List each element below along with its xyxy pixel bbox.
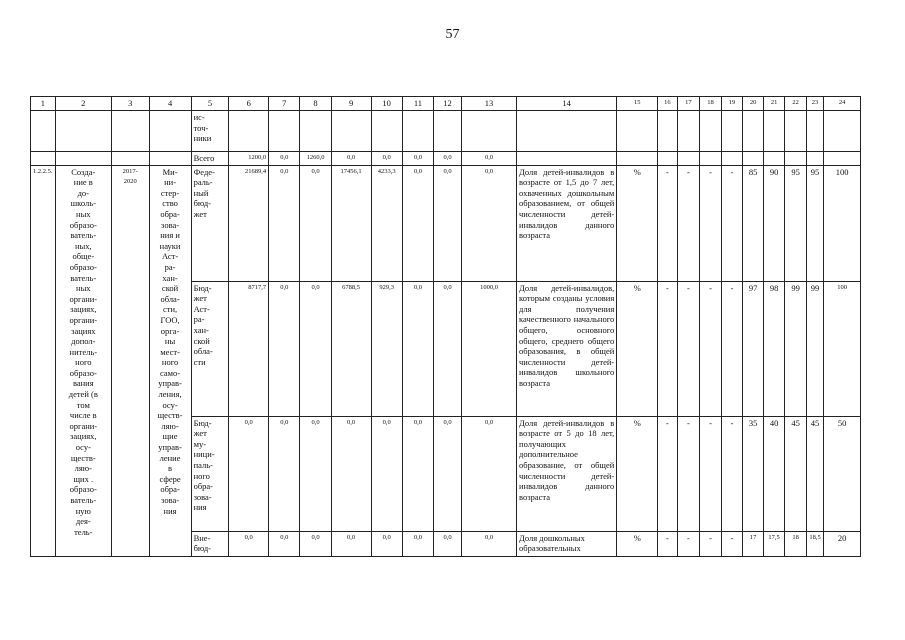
sources-header-row <box>31 111 861 152</box>
unit-cell: % <box>617 416 658 531</box>
col-number: 6 <box>229 97 269 111</box>
sources-label: ис- точ- ники <box>191 111 229 152</box>
amount-cell: 6788,5 <box>331 281 371 416</box>
column-number-row <box>31 97 861 111</box>
col-number: 9 <box>331 97 371 111</box>
amount-cell: 0,0 <box>462 165 517 281</box>
amount-cell: 0,0 <box>269 416 300 531</box>
col-number: 4 <box>149 97 191 111</box>
target-cell: 90 <box>763 165 785 281</box>
col-number: 1 <box>31 97 56 111</box>
target-cell: 50 <box>824 416 861 531</box>
total-value: 0,0 <box>434 152 462 166</box>
page-number: 57 <box>445 27 460 42</box>
target-cell: 100 <box>824 281 861 416</box>
col-number: 18 <box>700 97 722 111</box>
funding-source: Бюд- жет му- ници- паль- ного обра- зова- ния <box>191 416 229 531</box>
amount-cell: 0,0 <box>269 281 300 416</box>
target-cell: 98 <box>763 281 785 416</box>
funding-source: Бюд- жет Аст- ра- хан- ской обла- сти <box>191 281 229 416</box>
indicator-text: Доля дошкольных образовательных <box>517 531 617 556</box>
total-label: Всего <box>191 152 229 166</box>
col-number: 13 <box>462 97 517 111</box>
total-value: 1200,0 <box>229 152 269 166</box>
amount-cell: 0,0 <box>229 416 269 531</box>
amount-cell: 17456,1 <box>331 165 371 281</box>
col-number: 20 <box>743 97 763 111</box>
program-table <box>30 96 861 557</box>
target-cell: 95 <box>806 165 823 281</box>
target-cell: 97 <box>743 281 763 416</box>
amount-cell: 1000,0 <box>462 281 517 416</box>
unit-cell: % <box>617 281 658 416</box>
target-cell: 17 <box>743 531 763 556</box>
total-row <box>31 152 861 166</box>
total-value: 0,0 <box>331 152 371 166</box>
col-number: 24 <box>824 97 861 111</box>
measure-code: 1.2.2.5. <box>31 165 56 556</box>
amount-cell: 0,0 <box>371 416 402 531</box>
measure-name: Созда- ние в до- школь- ных образо- ватель- ных, обще- образо- ватель- ных органи- зациях, органи- зациях допол- нитель- ного образо- вания детей (в том числе в органи- зациях, осу- ществ- ляю- щих . образо- ватель- ную дея- тель- <box>55 165 111 556</box>
target-cell: 35 <box>743 416 763 531</box>
col-number: 2 <box>55 97 111 111</box>
col-number: 11 <box>402 97 433 111</box>
dash-cell: - <box>700 416 722 531</box>
amount-cell: 0,0 <box>331 531 371 556</box>
amount-cell: 0,0 <box>402 531 433 556</box>
indicator-text: Доля детей-инвалидов в возрасте от 1,5 до 7 лет, охваченных дошкольным образованием, от общей численности детей-инвалидов данного возраста <box>517 165 617 281</box>
target-cell: 45 <box>806 416 823 531</box>
total-value: 0,0 <box>462 152 517 166</box>
col-number: 8 <box>300 97 331 111</box>
col-number: 14 <box>517 97 617 111</box>
target-cell: 17,5 <box>763 531 785 556</box>
amount-cell: 0,0 <box>300 165 331 281</box>
dash-cell: - <box>658 281 677 416</box>
dash-cell: - <box>700 531 722 556</box>
amount-cell: 0,0 <box>331 416 371 531</box>
measure-period: 2017- 2020 <box>111 165 149 556</box>
amount-cell: 4233,3 <box>371 165 402 281</box>
total-value: 0,0 <box>269 152 300 166</box>
target-cell: 18,5 <box>806 531 823 556</box>
dash-cell: - <box>658 416 677 531</box>
target-cell: 99 <box>806 281 823 416</box>
total-value: 1260,0 <box>300 152 331 166</box>
dash-cell: - <box>721 531 743 556</box>
col-number: 12 <box>434 97 462 111</box>
unit-cell: % <box>617 165 658 281</box>
col-number: 16 <box>658 97 677 111</box>
dash-cell: - <box>721 165 743 281</box>
target-cell: 85 <box>743 165 763 281</box>
target-cell: 20 <box>824 531 861 556</box>
dash-cell: - <box>677 281 700 416</box>
total-value: 0,0 <box>371 152 402 166</box>
col-number: 15 <box>617 97 658 111</box>
funding-source: Вне- бюд- <box>191 531 229 556</box>
amount-cell: 0,0 <box>229 531 269 556</box>
dash-cell: - <box>700 281 722 416</box>
amount-cell: 0,0 <box>402 416 433 531</box>
measure-executor: Ми- ни- стер- ство обра- зова- ния и науки Аст- ра- хан- ской обла- сти, ГОО, орга- ны мест- ного само- управ- ления, осу- ществ- ляю- щие управ- ление в сфере обра- зова- ния <box>149 165 191 556</box>
amount-cell: 929,3 <box>371 281 402 416</box>
dash-cell: - <box>721 281 743 416</box>
dash-cell: - <box>677 416 700 531</box>
amount-cell: 0,0 <box>269 531 300 556</box>
target-cell: 100 <box>824 165 861 281</box>
funding-source: Феде- раль- ный бюд- жет <box>191 165 229 281</box>
amount-cell: 0,0 <box>462 416 517 531</box>
amount-cell: 0,0 <box>434 165 462 281</box>
col-number: 3 <box>111 97 149 111</box>
amount-cell: 21689,4 <box>229 165 269 281</box>
dash-cell: - <box>677 531 700 556</box>
unit-cell: % <box>617 531 658 556</box>
indicator-text: Доля детей-инвалидов, которым созданы условия для получения качественного начального общего, основного общего, среднего общего образования, в общей численности детей-инвалидов школьного возраста <box>517 281 617 416</box>
dash-cell: - <box>658 531 677 556</box>
col-number: 23 <box>806 97 823 111</box>
amount-cell: 0,0 <box>434 416 462 531</box>
dash-cell: - <box>677 165 700 281</box>
target-cell: 95 <box>785 165 807 281</box>
amount-cell: 8717,7 <box>229 281 269 416</box>
amount-cell: 0,0 <box>300 416 331 531</box>
indicator-text: Доля детей-инвалидов в возрасте от 5 до 18 лет, получающих дополнительное образование, от общей численности детей-инвалидов данного возраста <box>517 416 617 531</box>
total-value: 0,0 <box>402 152 433 166</box>
target-cell: 99 <box>785 281 807 416</box>
target-cell: 40 <box>763 416 785 531</box>
col-number: 19 <box>721 97 743 111</box>
col-number: 22 <box>785 97 807 111</box>
col-number: 10 <box>371 97 402 111</box>
amount-cell: 0,0 <box>269 165 300 281</box>
amount-cell: 0,0 <box>371 531 402 556</box>
table-row <box>31 165 861 281</box>
target-cell: 45 <box>785 416 807 531</box>
dash-cell: - <box>721 416 743 531</box>
amount-cell: 0,0 <box>300 281 331 416</box>
col-number: 7 <box>269 97 300 111</box>
amount-cell: 0,0 <box>402 281 433 416</box>
col-number: 17 <box>677 97 700 111</box>
amount-cell: 0,0 <box>434 281 462 416</box>
dash-cell: - <box>700 165 722 281</box>
amount-cell: 0,0 <box>462 531 517 556</box>
amount-cell: 0,0 <box>300 531 331 556</box>
dash-cell: - <box>658 165 677 281</box>
col-number: 5 <box>191 97 229 111</box>
amount-cell: 0,0 <box>402 165 433 281</box>
col-number: 21 <box>763 97 785 111</box>
amount-cell: 0,0 <box>434 531 462 556</box>
target-cell: 18 <box>785 531 807 556</box>
